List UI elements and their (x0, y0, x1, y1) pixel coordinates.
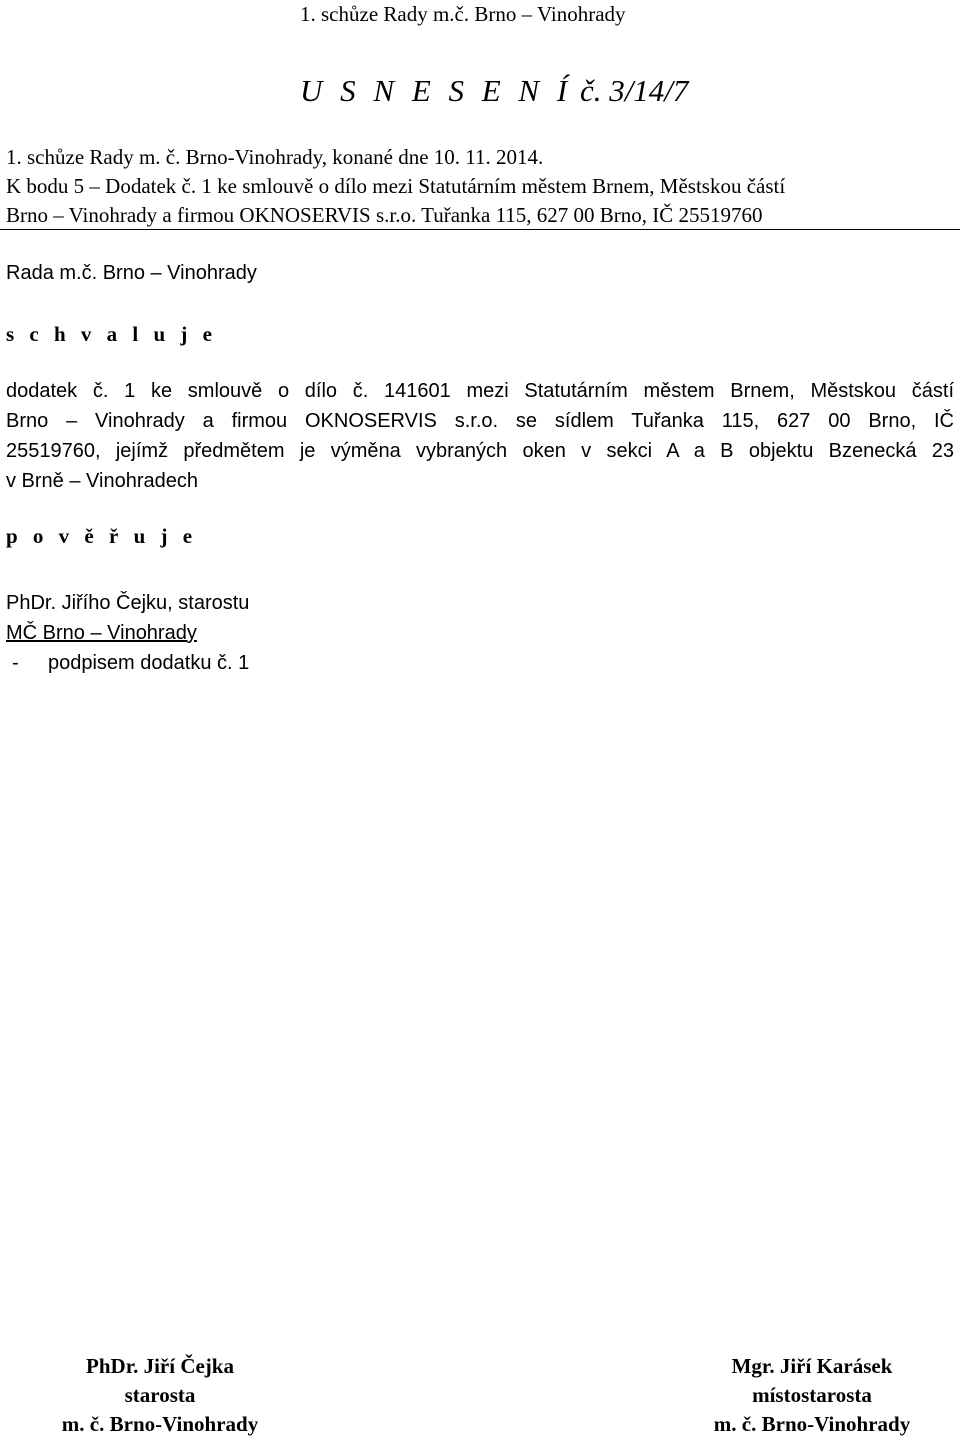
approval-text (6, 376, 954, 496)
intro-contractor-line: Brno – Vinohrady a firmou OKNOSERVIS s.r.o. Tuřanka 115, 627 00 Brno, IČ 25519760 (6, 203, 763, 227)
authorized-person: PhDr. Jiřího Čejku, starostu (6, 592, 250, 614)
authorized-task (6, 652, 249, 675)
approval-line: Brno – Vinohrady a firmou OKNOSERVIS s.r.o. se sídlem Tuřanka 115, 627 00 Brno, IČ (6, 410, 954, 432)
intro-meeting-line: 1. schůze Rady m. č. Brno-Vinohrady, konané dne 10. 11. 2014. (6, 145, 544, 169)
resolution-title-word: U S N E S E N Í (300, 73, 573, 108)
resolution-number: č. 3/14/7 (579, 73, 689, 108)
council-name: Rada m.č. Brno – Vinohrady (6, 262, 257, 284)
approval-line: 25519760, jejímž předmětem je výměna vybraných oken v sekci A a B objektu Bzenecká 23 (6, 440, 954, 462)
task-text: podpisem dodatku č. 1 (48, 652, 250, 674)
intro-agenda-line: K bodu 5 – Dodatek č. 1 ke smlouvě o dílo mezi Statutárním městem Brnem, Městskou částí (6, 174, 786, 198)
signatory-name: Mgr. Jiří Karásek (731, 1354, 893, 1378)
authorized-person-org: MČ Brno – Vinohrady (6, 622, 197, 644)
approves-keyword: s c h v a l u j e (6, 322, 217, 346)
signatory-org: m. č. Brno-Vinohrady (713, 1412, 911, 1436)
meeting-header: 1. schůze Rady m.č. Brno – Vinohrady (300, 2, 626, 26)
header-divider (0, 229, 960, 230)
signatory-role: starosta (124, 1383, 196, 1407)
authorizes-keyword: p o v ě ř u j e (6, 524, 198, 548)
signatory-role: místostarosta (752, 1383, 872, 1407)
signature-block-mayor (0, 1352, 320, 1439)
approval-line: dodatek č. 1 ke smlouvě o dílo č. 141601 mezi Statutárním městem Brnem, Městskou částí (6, 380, 954, 402)
signatory-org: m. č. Brno-Vinohrady (61, 1412, 259, 1436)
signatory-name: PhDr. Jiří Čejka (86, 1354, 234, 1378)
signature-block-deputy-mayor (652, 1352, 960, 1439)
resolution-title (300, 73, 688, 109)
task-bullet: - (12, 652, 19, 674)
approval-line: v Brně – Vinohradech (6, 470, 198, 492)
